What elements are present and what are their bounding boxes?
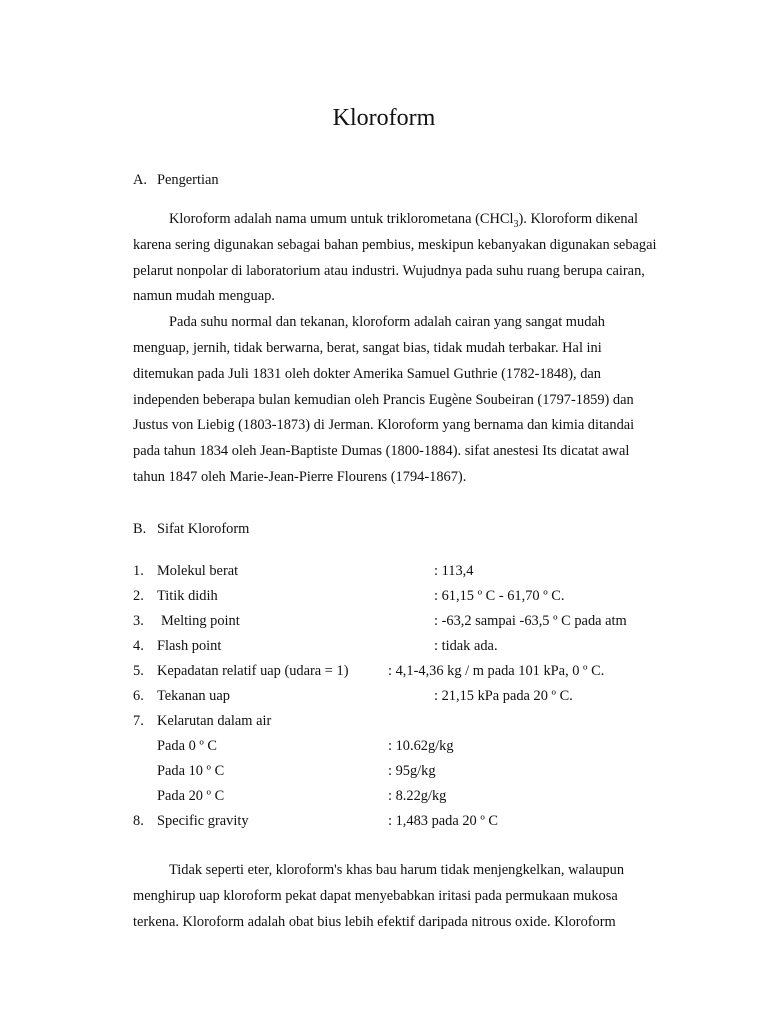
property-sublabel: Pada 10 º C [157,763,225,779]
paragraph-2: Pada suhu normal dan tekanan, kloroform adalah cairan yang sangat mudah menguap, jernih, tidak berwarna, berat, sangat bias, tidak mudah terbakar. Hal ini ditemukan pada Juli 1831 oleh dokter Amerika Samuel Guthrie (1782-1848), dan independen beberapa bulan kemudian oleh Prancis Eugène Soubeiran (1797-1859) dan Justus von Liebig (1803-1873) di Jerman. Kloroform yang bernama dan kimia ditandai pada tahun 1834 oleh Jean-Baptiste Dumas (1800-1884). sifat anestesi Its dicatat awal tahun 1847 oleh Marie-Jean-Pierre Flourens (1794-1867). [133,314,635,485]
property-value: : 95g/kg [388,763,436,779]
property-value: : -63,2 sampai -63,5 º C pada atm [434,613,627,629]
property-value: : 8.22g/kg [388,788,447,804]
property-number: 6. [133,688,144,704]
section-b-letter: B. [133,521,147,537]
section-a-heading: Pengertian [157,172,219,188]
closing-paragraph: Tidak seperti eter, kloroform's khas bau harum tidak menjengkelkan, walaupun menghirup uap kloroform pekat dapat menyebabkan iritasi pada permukaan mukosa terkena. Kloroform adalah obat bius lebih efektif daripada nitrous oxide. Kloroform [133,862,625,930]
section-a-body [133,207,663,491]
property-label: Tekanan uap [157,688,230,704]
property-label: Molekul berat [157,563,239,579]
property-value: : 61,15 º C - 61,70 º C. [434,588,565,604]
closing-section [133,858,663,935]
property-number: 5. [133,663,144,679]
paragraph-1 [133,207,663,310]
property-sublabel: Pada 20 º C [157,788,225,804]
property-label: Melting point [161,613,240,629]
section-a-letter: A. [133,172,147,188]
property-number: 7. [133,713,144,729]
property-label: Titik didih [157,588,218,604]
property-label: Kepadatan relatif uap (udara = 1) [157,663,349,679]
property-value: : 10.62g/kg [388,738,454,754]
property-value: : 1,483 pada 20 º C [388,813,498,829]
property-label: Specific gravity [157,813,249,829]
property-number: 2. [133,588,144,604]
property-label: Kelarutan dalam air [157,713,272,729]
property-number: 8. [133,813,144,829]
property-sublabel: Pada 0 º C [157,738,218,754]
formula-subscript: 3 [513,218,519,230]
property-value: : tidak ada. [434,638,498,654]
property-value: : 4,1-4,36 kg / m pada 101 kPa, 0 º C. [388,663,605,679]
document-title: Kloroform [332,105,436,131]
paragraph-1-text-b: ). Kloroform dikenal karena sering digunakan sebagai bahan pembius, meskipun kebanyakan digunakan sebagai pelarut nonpolar di laboratorium atau industri. Wujudnya pada suhu ruang berupa cairan, namun mudah menguap. [133,211,657,305]
property-number: 4. [133,638,144,654]
paragraph-1-text-a: Kloroform adalah nama umum untuk triklorometana (CHCl [169,211,514,227]
property-number: 1. [133,563,144,579]
property-value: : 21,15 kPa pada 20 º C. [434,688,573,704]
property-label: Flash point [157,638,222,654]
property-number: 3. [133,613,144,629]
property-value: : 113,4 [434,563,474,579]
section-b-heading: Sifat Kloroform [157,521,250,537]
